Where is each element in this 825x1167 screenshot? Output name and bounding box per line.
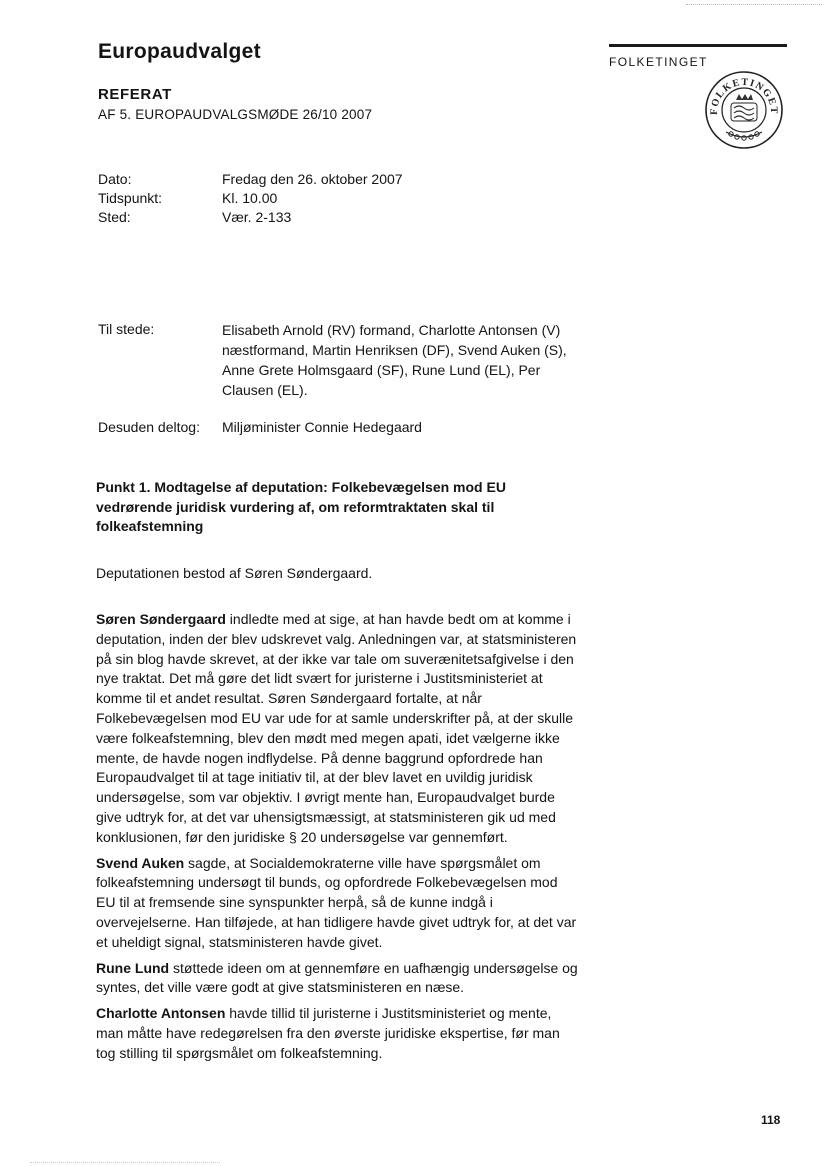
speaker-name: Søren Søndergaard: [96, 611, 226, 627]
also-present-label: Desuden deltog:: [98, 419, 200, 435]
also-present-value: Miljøminister Connie Hedegaard: [222, 419, 422, 435]
time-value: Kl. 10.00: [222, 190, 278, 206]
date-value: Fredag den 26. oktober 2007: [222, 171, 403, 187]
minutes-paragraph: [96, 959, 580, 999]
present-label: Til stede:: [98, 321, 155, 337]
minutes-paragraph: [96, 610, 580, 848]
deputation-intro: Deputationen bestod af Søren Søndergaard.: [96, 565, 373, 581]
committee-title: Europaudvalget: [98, 40, 261, 63]
paragraph-text: indledte med at sige, at han havde bedt om at komme i deputation, inden der blev udskrevet valg. Anledningen var, at statsministeren på sin blog havde skrevet, at der ikke var tale om suverænitetsafgivelse i den nye traktat. Det må gøre det lidt svært for juristerne i Justitsministeriet at komme til et andet resultat. Søren Søndergaard fortalte, at når Folkebevægelsen mod EU var ude for at samle underskrifter på, at der skulle være folkeafstemning, blev den mødt med megen apati, idet vælgerne ikke mente, de havde nogen indflydelse. På denne baggrund opfordrede han Europaudvalget til at tage initiativ til, at der blev lavet en uvildig juridisk undersøgelse, som var objektiv. I øvrigt mente han, Europaudvalget burde give udtryk for, at det var uhensigtsmæssigt, at statsministeren gik ud med konklusionen, før den juridiske § 20 undersøgelse var gennemført.: [96, 611, 577, 845]
speaker-name: Rune Lund: [96, 959, 170, 976]
time-label: Tidspunkt:: [98, 190, 163, 206]
scan-artifact-top: [686, 4, 822, 5]
place-value: Vær. 2-133: [222, 209, 292, 225]
minutes-paragraph: [96, 854, 580, 953]
agenda-item-title: Punkt 1. Modtagelse af deputation: Folkebevægelsen mod EU vedrørende juridisk vurdering af, om reformtraktaten skal til folkeafstemning: [96, 479, 506, 534]
place-label: Sted:: [98, 209, 131, 225]
speaker-name: Svend Auken: [96, 854, 185, 871]
paragraph-text: støttede ideen om at gennemføre en uafhængig undersøgelse og syntes, det ville være godt at give statsministeren en næse.: [96, 959, 578, 996]
page-number: 118: [761, 1113, 781, 1127]
header-rule: [609, 44, 787, 47]
folketinget-seal-icon: [704, 70, 784, 150]
speaker-name: Charlotte Antonsen: [96, 1005, 226, 1022]
present-value: Elisabeth Arnold (RV) formand, Charlotte Antonsen (V) næstformand, Martin Henriksen (DF), Svend Auken (S), Anne Grete Holmsgaard (SF), Rune Lund (EL), Per Clausen (EL).: [222, 322, 567, 398]
organization-name: FOLKETINGET: [609, 55, 708, 69]
minutes-body: [96, 610, 580, 1070]
paragraph-text: havde tillid til juristerne i Justitsministeriet og mente, man måtte have redegørelsen fra den øverste juridiske ekspertise, før man tog stilling til spørgsmålet om folkeafstemning.: [96, 1005, 560, 1061]
referat-heading: REFERAT: [98, 86, 172, 103]
meeting-line: AF 5. EUROPAUDVALGSMØDE 26/10 2007: [98, 107, 373, 122]
date-label: Dato:: [98, 171, 132, 187]
scan-artifact-bottom: [30, 1162, 220, 1163]
paragraph-text: sagde, at Socialdemokraterne ville have spørgsmålet om folkeafstemning undersøgt til bunds, og opfordrede Folkebevægelsen mod EU til at fremsende sine synspunkter herpå, så de kunne indgå i overvejelserne. Han tilføjede, at han tidligere havde givet udtryk for, at det var et uheldigt signal, statsministeren havde givet.: [96, 854, 577, 950]
seal-lettering: FOLKETINGET: [708, 76, 780, 116]
minutes-paragraph: [96, 1004, 580, 1063]
